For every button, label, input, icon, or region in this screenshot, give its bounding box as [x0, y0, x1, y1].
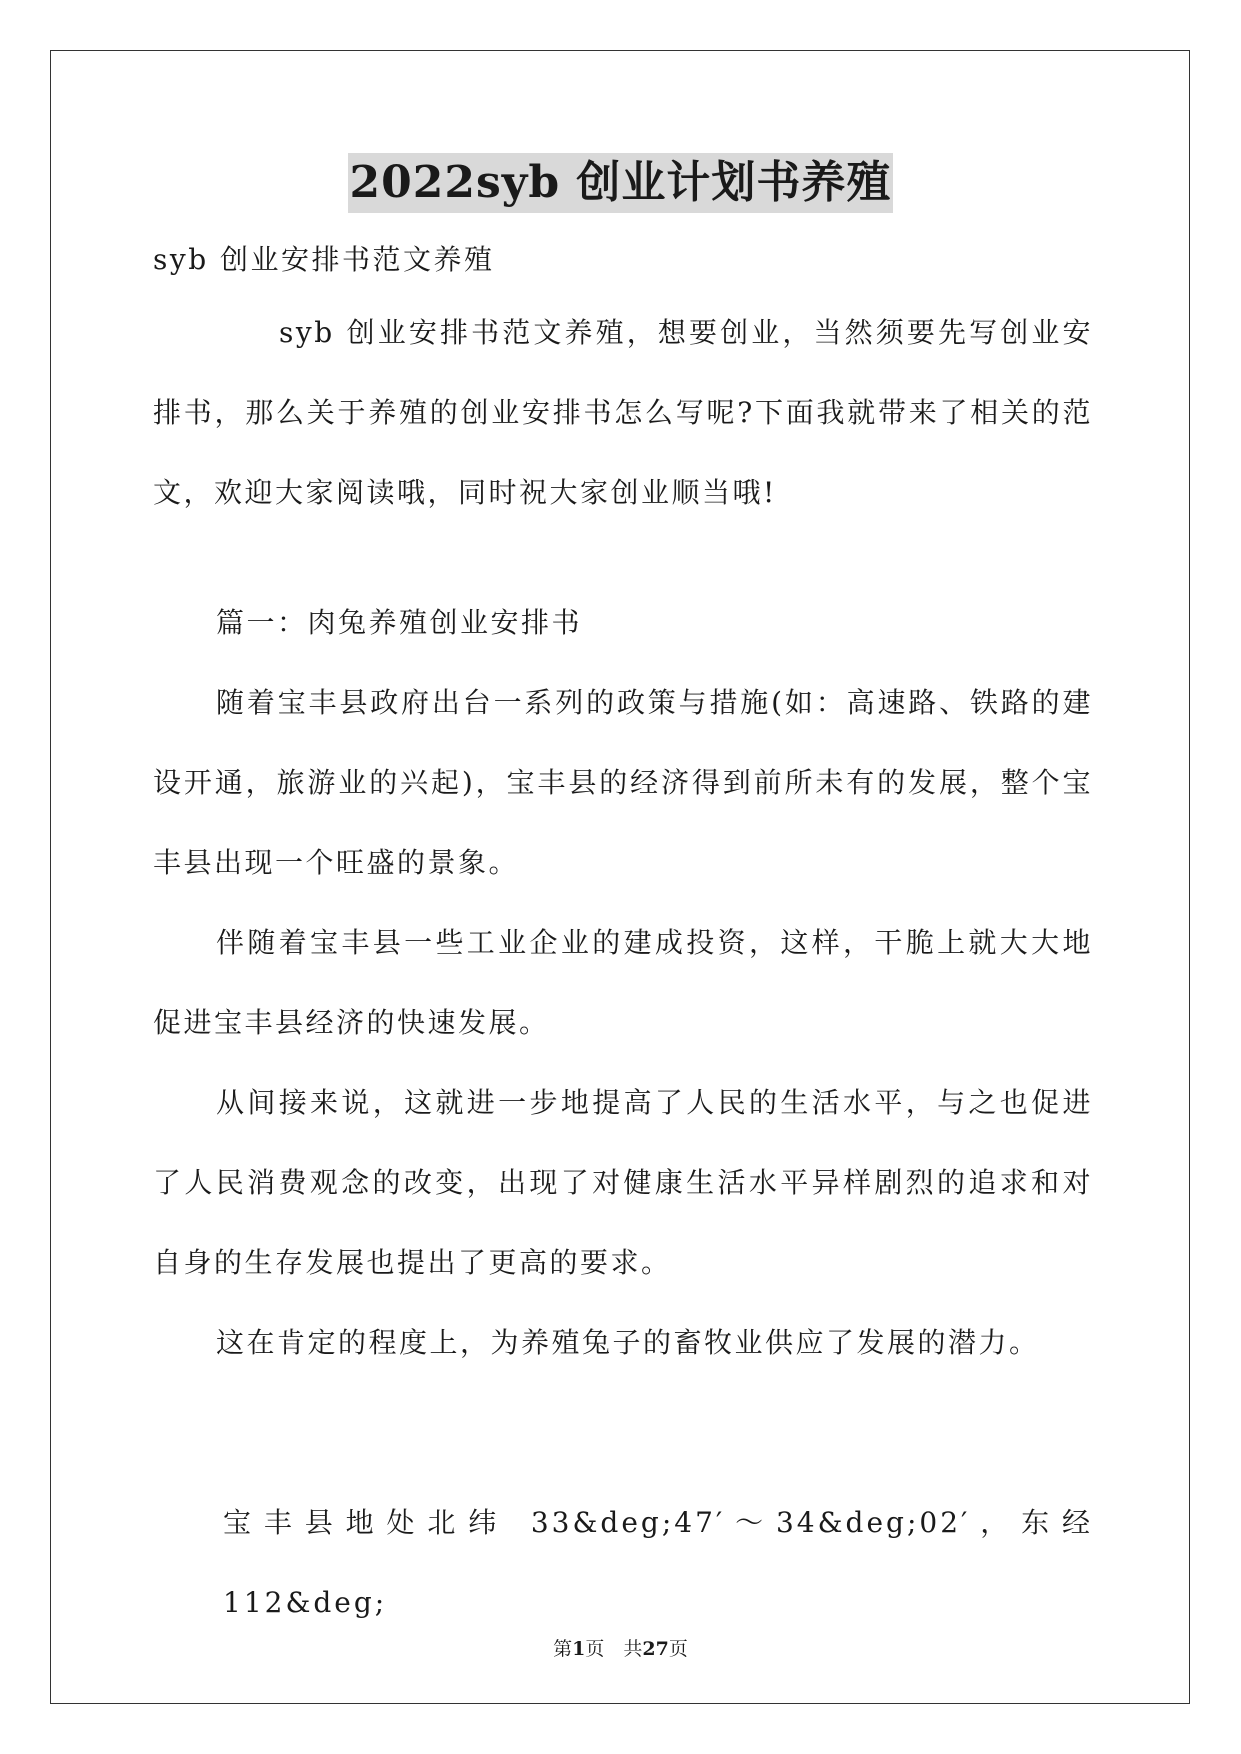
footer-page-suffix: 页	[668, 1638, 688, 1660]
footer-page-mid: 页 共	[585, 1638, 643, 1660]
document-subtitle: syb 创业安排书范文养殖	[153, 243, 495, 276]
body-paragraph-2: 伴随着宝丰县一些工业企业的建成投资，这样，干脆上就大大地促进宝丰县经济的快速发展。	[153, 926, 1093, 1039]
intro-paragraph: syb 创业安排书范文养殖，想要创业，当然须要先写创业安排书，那么关于养殖的创业安排书怎么写呢?下面我就带来了相关的范文，欢迎大家阅读哦，同时祝大家创业顺当哦!	[153, 316, 1093, 509]
intro-block	[153, 293, 1093, 533]
title-container	[0, 153, 1241, 213]
footer-page-total: 27	[642, 1638, 669, 1660]
section-block	[153, 583, 1093, 1383]
footer-page-current: 1	[572, 1638, 586, 1660]
coordinates-line: 宝丰县地处北纬 33&deg;47′～34&deg;02′，东经 112&deg;	[223, 1506, 1093, 1619]
page-footer	[0, 1636, 1241, 1662]
body-paragraph-4: 这在肯定的程度上，为养殖兔子的畜牧业供应了发展的潜力。	[216, 1326, 1040, 1359]
body-paragraph-3: 从间接来说，这就进一步地提高了人民的生活水平，与之也促进了人民消费观念的改变，出现了对健康生活水平异样剧烈的追求和对自身的生存发展也提出了更高的要求。	[153, 1086, 1093, 1279]
footer-page-prefix: 第	[553, 1638, 573, 1660]
section-heading: 篇一：肉兔养殖创业安排书	[216, 606, 583, 639]
document-title: 2022syb 创业计划书养殖	[348, 153, 894, 213]
body-paragraph-1: 随着宝丰县政府出台一系列的政策与措施(如：高速路、铁路的建设开通，旅游业的兴起)，宝丰县的经济得到前所未有的发展，整个宝丰县出现一个旺盛的景象。	[153, 686, 1093, 879]
